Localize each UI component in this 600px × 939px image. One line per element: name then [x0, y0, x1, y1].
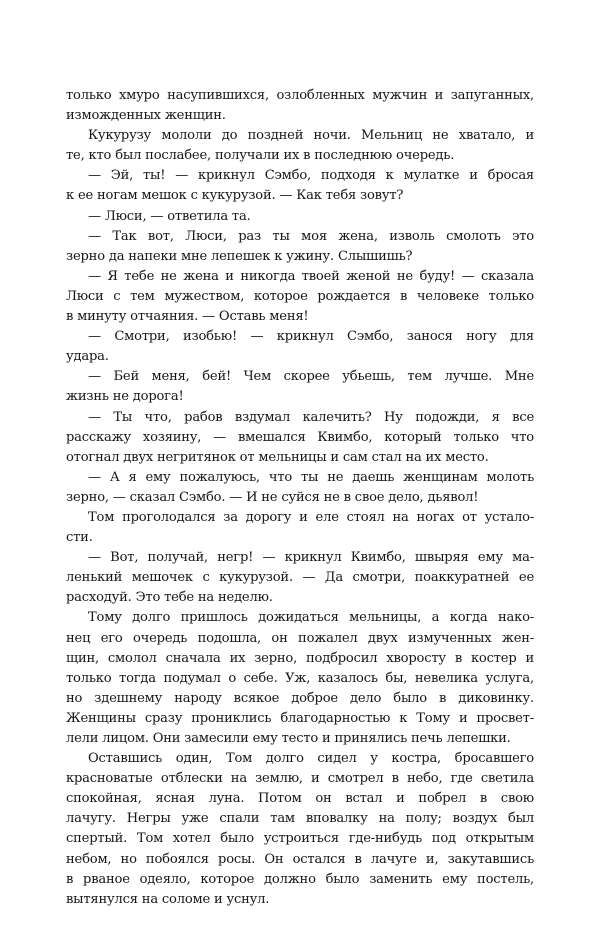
text-line: расскажу хозяину, — вмешался Квимбо, который только что [66, 429, 534, 445]
text-line: Оставшись один, Том долго сидел у костра, бросавшего [88, 751, 534, 767]
text-line: в минуту отчаяния. — Оставь меня! [66, 309, 309, 325]
text-line: спокойная, ясная луна. Потом он встал и побрел в свою [66, 791, 534, 807]
text-line: вытянулся на соломе и уснул. [66, 891, 270, 907]
text-line: щин, смолол сначала их зерно, подбросил хворосту в костер и [66, 650, 534, 666]
text-line: Том проголодался за дорогу и еле стоял на ногах от устало- [88, 509, 534, 525]
text-line: только хмуро насупившихся, озлобленных мужчин и запуганных, [66, 88, 534, 103]
text-line: — Люси, — ответила та. [88, 208, 251, 224]
text-line: расходуй. Это тебе на неделю. [66, 590, 273, 606]
text-line: но здешнему народу всякое доброе дело было в диковинку. [66, 690, 534, 706]
text-line: нец его очередь подошла, он пожалел двух измученных жен- [66, 630, 534, 646]
text-line: — Эй, ты! — крикнул Сэмбо, подходя к мулатке и бросая [88, 168, 534, 184]
text-line: небом, но побоялся росы. Он остался в лачуге и, закутавшись [66, 851, 534, 867]
text-line: — Бей меня, бей! Чем скорее убьешь, тем лучше. Мне [88, 369, 534, 385]
text-line: Тому долго пришлось дожидаться мельницы, а когда нако- [88, 610, 534, 626]
text-line: в рваное одеяло, которое должно было заменить ему постель, [66, 871, 534, 887]
text-line: лели лицом. Они замесили ему тесто и принялись печь лепешки. [66, 731, 511, 746]
text-line: зерно да напеки мне лепешек к ужину. Слышишь? [66, 248, 413, 264]
text-line: Женщины сразу прониклись благодарностью к Тому и просвет- [66, 710, 534, 726]
text-line: те, кто был послабее, получали их в последнюю очередь. [66, 148, 455, 164]
text-line: Кукурузу мололи до поздней ночи. Мельниц не хватало, и [88, 128, 534, 144]
text-line: — Ты что, рабов вздумал калечить? Ну подожди, я все [88, 409, 534, 425]
text-line: спертый. Том хотел было устроиться где-нибудь под открытым [66, 831, 534, 847]
text-line: красноватые отблески на землю, и смотрел в небо, где светила [66, 771, 534, 787]
text-line: ленький мешочек с кукурузой. — Да смотри, поаккуратней ее [66, 570, 534, 586]
body-text [66, 86, 534, 910]
text-line: зерно, — сказал Сэмбо. — И не суйся не в свое дело, дьявол! [66, 489, 479, 505]
text-line: жизнь не дорога! [66, 389, 184, 405]
text-line: отогнал двух негритянок от мельницы и сам стал на их место. [66, 449, 489, 465]
text-line: — Вот, получай, негр! — крикнул Квимбо, швыряя ему ма- [88, 550, 534, 566]
text-line: — Так вот, Люси, раз ты моя жена, изволь смолоть это [88, 228, 534, 244]
text-line: удара. [66, 349, 109, 365]
text-line: — А я ему пожалуюсь, что ты не даешь женщинам молоть [88, 469, 534, 485]
text-line: к ее ногам мешок с кукурузой. — Как тебя зовут? [66, 188, 404, 204]
text-line: — Я тебе не жена и никогда твоей женой не буду! — сказала [88, 268, 534, 284]
text-line: только тогда подумал о себе. Уж, казалось бы, невелика услуга, [66, 670, 534, 686]
text-line: Люси с тем мужеством, которое рождается в человеке только [66, 288, 534, 304]
text-line: сти. [66, 530, 93, 546]
text-line: — Смотри, изобью! — крикнул Сэмбо, занося ногу для [88, 329, 534, 345]
text-line: изможденных женщин. [66, 108, 226, 124]
text-line: лачугу. Негры уже спали там вповалку на полу; воздух был [66, 811, 534, 827]
